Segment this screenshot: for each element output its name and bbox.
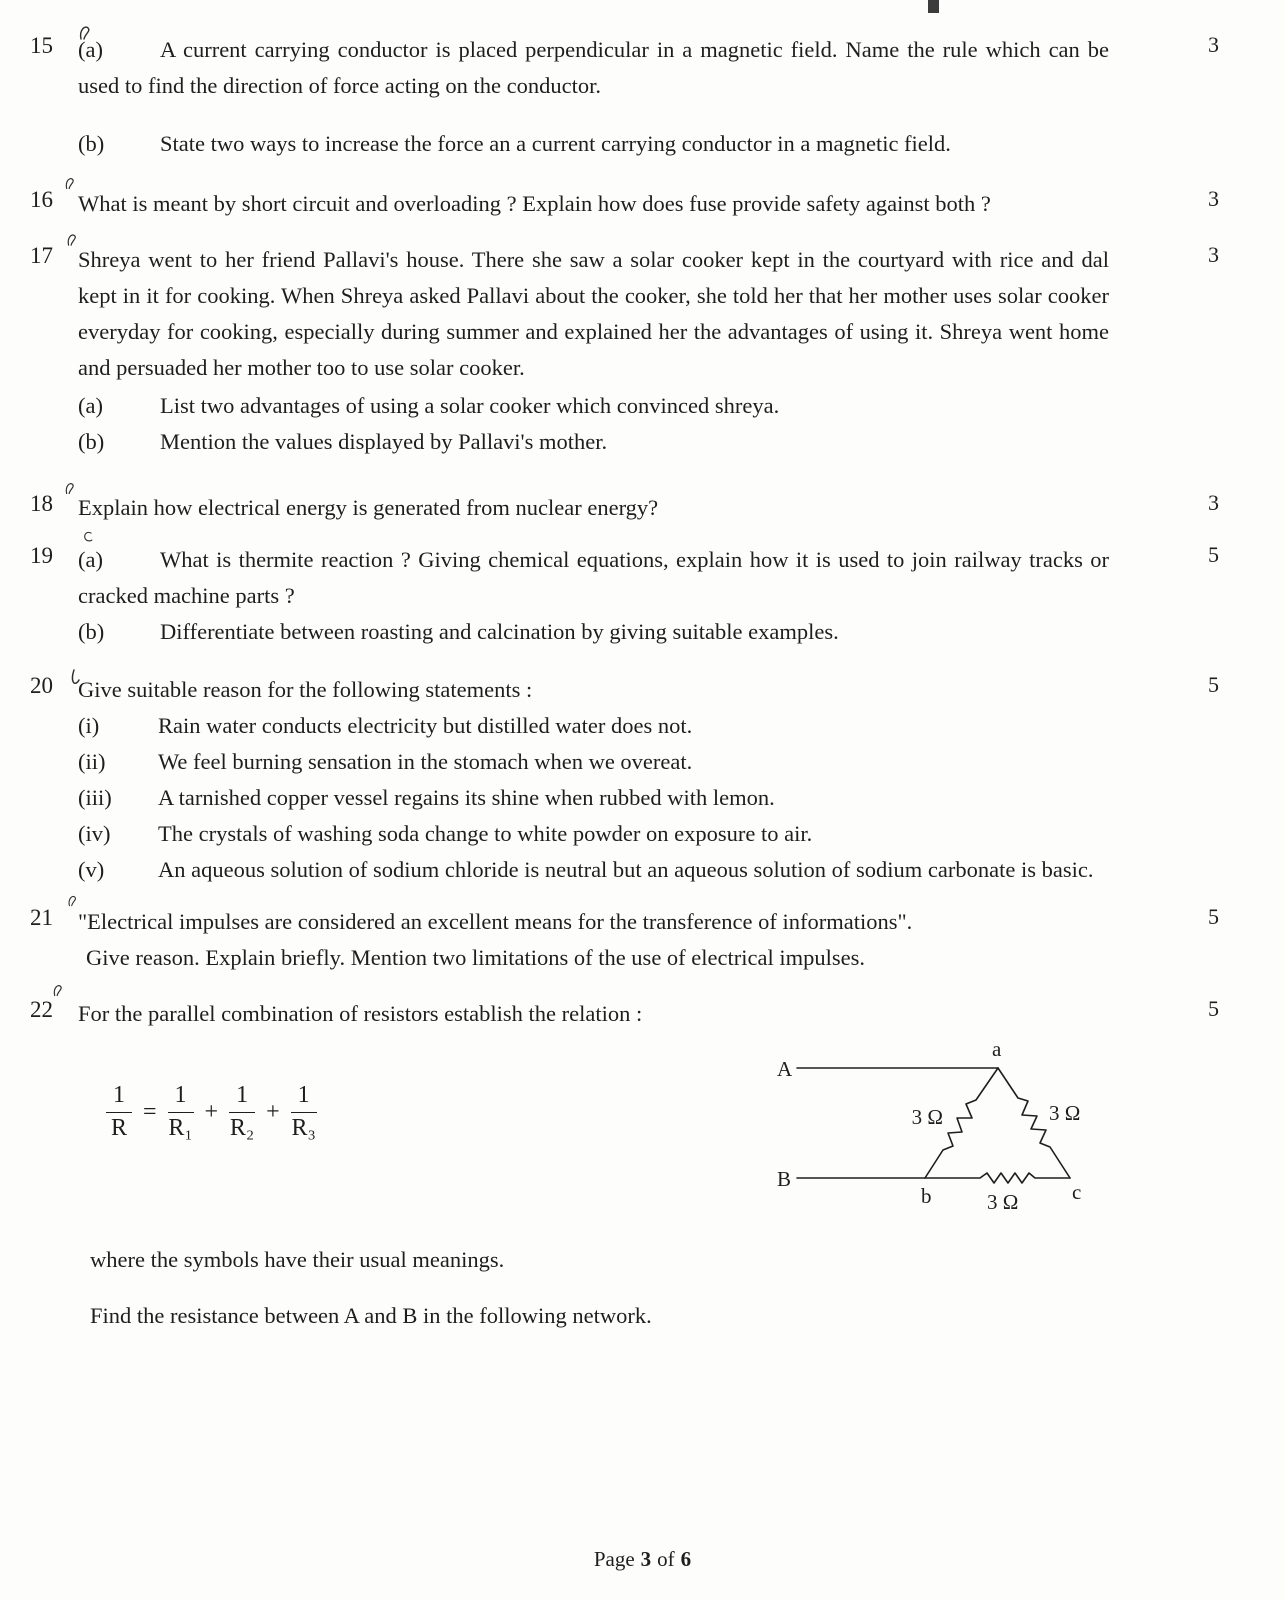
question-19 [30,542,1227,650]
question-21-marks: 5 [1208,904,1219,929]
plus-sign: + [266,1099,280,1126]
footer-of: of [657,1547,675,1571]
part-label: (b) [78,131,105,156]
question-17-body [78,242,1143,460]
part-text: What is thermite reaction ? Giving chemical equations, explain how it is used to join railway tracks or cracked machine parts ? [78,547,1109,608]
parallel-resistance-formula [106,1082,317,1142]
symbols-note: where the symbols have their usual meanings. [90,1247,505,1272]
question-20-item-ii [78,744,1109,780]
question-22-body [78,996,1143,1334]
part-label: (a) [78,393,103,418]
question-text: Explain how electrical energy is generated from nuclear energy? [78,495,659,520]
item-label: (v) [78,857,105,882]
resistor-network-diagram [775,1040,1095,1216]
fraction-numerator: 1 [106,1082,132,1113]
fraction-lhs [106,1082,132,1142]
node-c-label: c [1072,1180,1082,1204]
terminal-b-label: B [777,1167,792,1191]
question-19-part-a [78,542,1109,614]
question-number-text: 15 [30,33,53,58]
footer-prefix: Page [593,1547,635,1571]
question-16 [30,186,1227,222]
fraction-denominator: R₃ [291,1114,316,1141]
pen-mark-icon [78,24,92,42]
fraction-denominator: R₂ [229,1114,255,1141]
pen-mark-icon [70,668,80,686]
question-16-body [78,186,1143,222]
question-number-text: 20 [30,673,53,698]
item-text: We feel burning sensation in the stomach when we overeat. [158,749,693,774]
question-17-number [30,242,78,269]
part-text: List two advantages of using a solar cooker which convinced shreya. [160,393,780,418]
part-label: (b) [78,429,105,454]
terminal-a-label: A [777,1057,793,1081]
question-18 [30,490,1227,526]
question-17-part-b [78,424,1109,460]
item-label: (ii) [78,749,106,774]
fraction-r3 [291,1082,317,1142]
question-15-part-a [78,32,1109,104]
item-text: The crystals of washing soda change to white powder on exposure to air. [158,821,813,846]
question-17 [30,242,1227,460]
equals-sign: = [143,1099,157,1126]
item-label: (iii) [78,785,112,810]
fraction-r2 [229,1082,255,1142]
page-footer [0,1547,1285,1572]
pen-mark-icon [66,232,78,248]
question-16-number [30,186,78,213]
pen-mark-icon [52,983,64,998]
resistor-left-value: 3 Ω [911,1105,943,1129]
question-20-body [78,672,1143,888]
item-text: A tarnished copper vessel regains its shine when rubbed with lemon. [158,785,775,810]
pen-mark-icon [67,894,78,908]
node-b-label: b [921,1184,932,1208]
question-19-body [78,542,1143,650]
question-20-item-v [78,852,1109,888]
formula-and-circuit-row [78,1040,1109,1216]
part-label: (a) [78,37,103,62]
question-15 [30,32,1227,162]
question-21-line2: Give reason. Explain briefly. Mention two limitations of the use of electrical impulses. [86,945,865,970]
question-17-part-a [78,388,1109,424]
question-19-marks: 5 [1208,542,1219,567]
question-21-number [30,904,78,931]
question-18-body [78,490,1143,526]
pen-mark-icon [64,481,76,496]
fraction-numerator: 1 [229,1082,255,1113]
question-20-item-iii [78,780,1109,816]
question-20-number [30,672,78,699]
question-21 [30,904,1227,976]
question-15-part-b [78,126,1109,162]
footer-total-pages: 6 [680,1547,692,1571]
scan-artifact [928,0,939,13]
network-task: Find the resistance between A and B in the following network. [90,1303,652,1328]
fraction-denominator: R [110,1114,127,1141]
question-15-number [30,32,78,59]
question-number-text: 16 [30,187,53,212]
question-20 [30,672,1227,888]
resistor-bottom-value: 3 Ω [987,1190,1019,1214]
question-20-item-i [78,708,1109,744]
fraction-numerator: 1 [168,1082,194,1113]
fraction-r1 [168,1082,194,1142]
question-20-item-iv [78,816,1109,852]
part-label: (a) [78,547,103,572]
item-text: Rain water conducts electricity but distilled water does not. [158,713,693,738]
question-text: For the parallel combination of resistors establish the relation : [78,1001,643,1026]
question-number-text: 21 [30,905,53,930]
resistor-bottom-zigzag [925,1173,1070,1183]
question-22-number [30,996,78,1023]
question-number-text: 17 [30,243,53,268]
item-label: (iv) [78,821,111,846]
part-text: A current carrying conductor is placed perpendicular in a magnetic field. Name the rule which can be used to find the direction of force acting on the conductor. [78,37,1109,98]
fraction-numerator: 1 [291,1082,317,1113]
node-a-label: a [992,1040,1002,1061]
part-label: (b) [78,619,105,644]
question-number-text: 22 [30,997,53,1022]
question-15-body [78,32,1143,162]
question-22-marks: 5 [1208,996,1219,1021]
part-text: Mention the values displayed by Pallavi's mother. [160,429,608,454]
question-text: Shreya went to her friend Pallavi's house. There she saw a solar cooker kept in the courtyard with rice and dal kept in it for cooking. When Shreya asked Pallavi about the cooker, she told her that her mother uses solar cooker everyday for cooking, especially during summer and explained her the advantages of using it. Shreya went home and persuaded her mother too to use solar cooker. [78,247,1109,380]
question-22 [30,996,1227,1334]
question-18-number [30,490,78,517]
resistor-right-value: 3 Ω [1049,1101,1081,1125]
question-18-marks: 3 [1208,490,1219,515]
question-number-text: 18 [30,491,53,516]
footer-page-number: 3 [640,1547,652,1571]
question-19-part-b [78,614,1109,650]
question-19-number [30,542,78,569]
question-text: What is meant by short circuit and overloading ? Explain how does fuse provide safety against both ? [78,191,991,216]
item-text: An aqueous solution of sodium chloride is neutral but an aqueous solution of sodium carbonate is basic. [158,857,1094,882]
fraction-denominator: R₁ [168,1114,193,1141]
question-text: Give suitable reason for the following statements : [78,677,533,702]
question-20-marks: 5 [1208,672,1219,697]
item-label: (i) [78,713,100,738]
question-21-body [78,904,1143,976]
pen-mark-icon [82,530,94,544]
part-text: State two ways to increase the force an a current carrying conductor in a magnetic field. [160,131,951,156]
plus-sign: + [204,1099,219,1126]
part-text: Differentiate between roasting and calcination by giving suitable examples. [160,619,839,644]
pen-mark-icon [64,176,76,191]
question-number-text: 19 [30,543,53,568]
question-17-marks: 3 [1208,242,1219,267]
question-21-line1: "Electrical impulses are considered an excellent means for the transference of informations". [78,909,913,934]
question-16-marks: 3 [1208,186,1219,211]
question-15-marks: 3 [1208,32,1219,57]
